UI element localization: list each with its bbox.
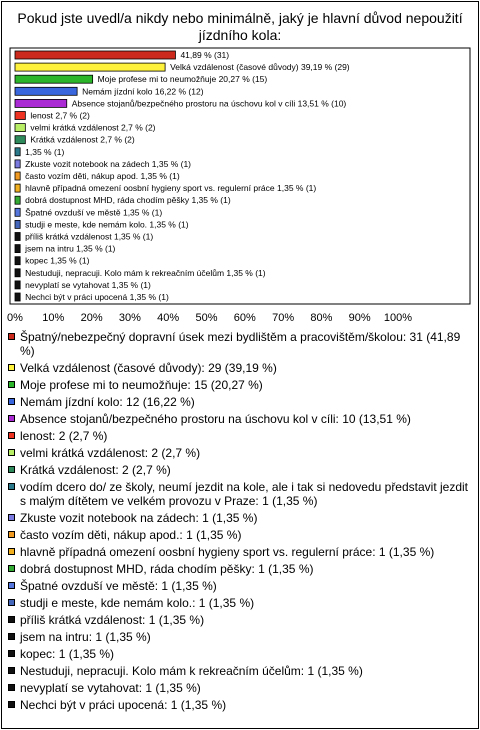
x-tick-label: 80% [310, 312, 333, 324]
bar-15 [15, 220, 20, 228]
legend-swatch [8, 432, 15, 439]
bar-8 [15, 136, 25, 144]
bar-label-4: Nemám jízdní kolo 16,22 % (12) [82, 86, 204, 97]
bar-label-13: dobrá dostupnost MHD, ráda chodím pěšky 1,35 % (1) [25, 195, 231, 206]
bar-label-20: nevyplatí se vytahovat 1,35 % (1) [25, 279, 151, 290]
bar-19 [15, 269, 20, 277]
legend-item [8, 681, 470, 695]
legend-item [8, 361, 470, 375]
legend-item [8, 429, 470, 443]
bar-label-3: Moje profese mi to neumožňuje 20,27 % (15) [97, 74, 268, 85]
x-tick-label: 40% [157, 312, 180, 324]
x-tick-label: 60% [233, 312, 256, 324]
bar-label-17: jsem na intru 1,35 % (1) [25, 243, 116, 254]
legend-label: Nestuduji, nepracuji. Kolo mám k rekreačním účelům: 1 (1,35 %) [20, 664, 363, 678]
legend-item [8, 596, 470, 610]
legend-swatch [8, 650, 15, 657]
legend-item [8, 613, 470, 627]
legend-swatch [8, 565, 15, 572]
legend-swatch [8, 616, 15, 623]
x-tick-label: 10% [42, 312, 65, 324]
legend-swatch [8, 415, 15, 422]
legend-swatch [8, 582, 15, 589]
legend-item [8, 511, 470, 525]
x-tick-label: 100% [383, 312, 413, 324]
legend-swatch [8, 466, 15, 473]
legend-swatch [8, 398, 15, 405]
bar-6 [15, 112, 25, 120]
chart-legend [8, 330, 470, 715]
bar-18 [15, 257, 20, 265]
legend-swatch [8, 449, 15, 456]
legend-label: Moje profese mi to neumožňuje: 15 (20,27 %) [20, 378, 263, 392]
legend-label: dobrá dostupnost MHD, ráda chodím pěšky: 1 (1,35 %) [20, 562, 314, 576]
legend-label: studji e meste, kde nemám kolo.: 1 (1,35 %) [20, 596, 255, 610]
bar-7 [15, 124, 25, 132]
bar-11 [15, 172, 20, 180]
bar-label-11: často vozím děti, nákup apod. 1,35 % (1) [25, 171, 180, 181]
legend-item [8, 579, 470, 593]
legend-label: nevyplatí se vytahovat: 1 (1,35 %) [20, 681, 201, 695]
bar-13 [15, 196, 20, 204]
legend-swatch [8, 633, 15, 640]
bar-label-2: Velká vzdálenost (časové důvody) 39,19 % (29) [170, 62, 350, 73]
bar-14 [15, 208, 20, 216]
legend-label: často vozím děti, nákup apod.: 1 (1,35 %) [20, 528, 242, 542]
bar-20 [15, 281, 20, 289]
legend-item [8, 330, 470, 358]
chart-title: Pokud jste uvedl/a nikdy nebo minimálně, jaký je hlavní důvod nepoužití jízdního kola: [17, 10, 463, 43]
bar-label-9: 1,35 % (1) [25, 146, 65, 157]
legend-item [8, 446, 470, 460]
bar-label-1: 41,89 % (31) [180, 50, 230, 60]
legend-swatch [8, 548, 15, 555]
legend-swatch [8, 364, 15, 371]
legend-label: hlavně případná omezení oosbní hygieny sport vs. regulerní práce: 1 (1,35 %) [20, 545, 435, 559]
legend-item [8, 664, 470, 678]
legend-item [8, 412, 470, 426]
legend-swatch [8, 531, 15, 538]
bar-5 [15, 99, 67, 107]
bar-label-8: Krátká vzdálenost 2,7 % (2) [30, 134, 135, 145]
bar-4 [15, 87, 77, 95]
bar-label-7: velmi krátká vzdálenost 2,7 % (2) [30, 122, 156, 133]
legend-label: příliš krátká vzdálenost: 1 (1,35 %) [20, 613, 205, 627]
bar-3 [15, 75, 93, 83]
legend-item [8, 545, 470, 559]
legend-label: Nechci být v práci upocená: 1 (1,35 %) [20, 698, 227, 712]
x-tick-label: 0% [7, 312, 23, 324]
bar-chart [0, 0, 480, 330]
legend-label: Špatné ovzduší ve městě: 1 (1,35 %) [20, 579, 217, 593]
bar-1 [15, 51, 175, 59]
legend-label: Špatný/nebezpečný dopravní úsek mezi bydlištěm a pracovištěm/školou: 31 (41,89 %) [20, 330, 461, 358]
legend-item [8, 378, 470, 392]
legend-swatch [8, 684, 15, 691]
bar-16 [15, 233, 20, 241]
bar-label-18: kopec 1,35 % (1) [25, 255, 90, 266]
bar-label-19: Nestuduji, nepracuji. Kolo mám k rekreačním účelům 1,35 % (1) [25, 267, 266, 278]
bar-label-12: hlavně případná omezení oosbní hygieny sport vs. regulerní práce 1,35 % (1) [25, 183, 317, 194]
legend-swatch [8, 333, 15, 340]
legend-swatch [8, 483, 15, 490]
bar-label-14: Špatné ovzduší ve městě 1,35 % (1) [25, 207, 163, 218]
legend-swatch [8, 514, 15, 521]
x-tick-label: 50% [195, 312, 218, 324]
x-tick-label: 20% [80, 312, 103, 324]
legend-item [8, 480, 470, 508]
legend-label: Absence stojanů/bezpečného prostoru na úschovu kol v cíli: 10 (13,51 %) [20, 412, 411, 426]
bar-17 [15, 245, 20, 253]
legend-label: Krátká vzdálenost: 2 (2,7 %) [20, 463, 171, 477]
bar-label-10: Zkuste vozit notebook na zádech 1,35 % (1) [25, 158, 192, 169]
legend-label: kopec: 1 (1,35 %) [20, 647, 115, 661]
bar-label-21: Nechci být v práci upocená 1,35 % (1) [25, 292, 169, 302]
legend-label: Nemám jízdní kolo: 12 (16,22 %) [20, 395, 195, 409]
x-tick-label: 70% [272, 312, 295, 324]
legend-item [8, 562, 470, 576]
bar-label-5: Absence stojanů/bezpečného prostoru na úschovu kol v cíli 13,51 % (10) [71, 98, 347, 109]
legend-label: Velká vzdálenost (časové důvody): 29 (39,19 %) [20, 361, 277, 375]
legend-item [8, 528, 470, 542]
bar-12 [15, 184, 20, 192]
legend-swatch [8, 701, 15, 708]
legend-label: jsem na intru: 1 (1,35 %) [20, 630, 151, 644]
x-tick-label: 90% [348, 312, 371, 324]
legend-label: Zkuste vozit notebook na zádech: 1 (1,35 %) [20, 511, 258, 525]
bar-label-6: lenost 2,7 % (2) [30, 110, 90, 121]
legend-item [8, 630, 470, 644]
bar-9 [15, 148, 20, 156]
bar-2 [15, 63, 165, 71]
legend-item [8, 463, 470, 477]
legend-swatch [8, 599, 15, 606]
legend-label: vodím dcero do/ ze školy, neumí jezdit na kole, ale i tak si nedovedu představit jezdit s malým dítětem ve velkém provozu v Praze: 1 (1,35 %) [20, 480, 469, 508]
legend-label: lenost: 2 (2,7 %) [20, 429, 108, 443]
bar-10 [15, 160, 20, 168]
legend-label: velmi krátká vzdálenost: 2 (2,7 %) [20, 446, 201, 460]
legend-item [8, 395, 470, 409]
legend-item [8, 647, 470, 661]
legend-item [8, 698, 470, 712]
legend-swatch [8, 381, 15, 388]
bar-label-15: studji e meste, kde nemám kolo. 1,35 % (1) [25, 219, 189, 230]
bar-21 [15, 293, 20, 301]
legend-swatch [8, 667, 15, 674]
x-tick-label: 30% [118, 312, 141, 324]
bar-label-16: příliš krátká vzdálenost 1,35 % (1) [25, 231, 154, 242]
